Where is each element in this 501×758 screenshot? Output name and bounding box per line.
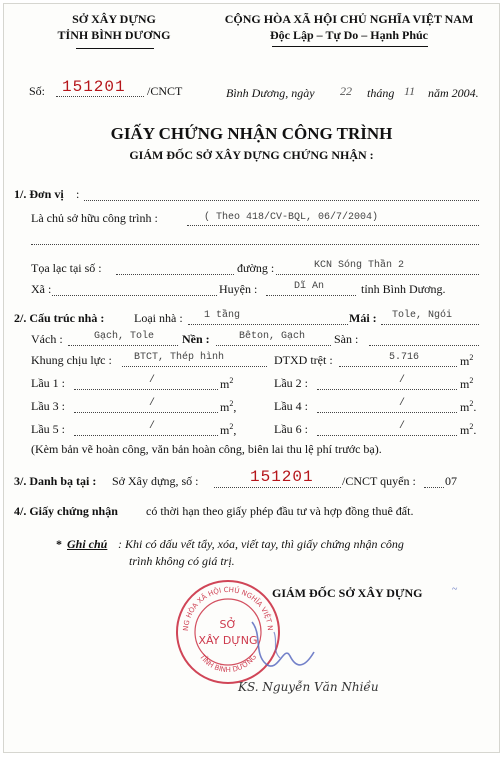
floor-2-label: Lầu 2 :	[274, 376, 308, 390]
owner-dotline-2	[31, 244, 479, 245]
registry-number: 151201	[250, 468, 314, 486]
wall-label: Vách :	[31, 332, 63, 346]
floor-1-value: /	[149, 375, 156, 386]
floor-6-label: Lầu 6 :	[274, 422, 308, 436]
area-unit-text: m	[460, 354, 470, 368]
unit-dotline	[84, 200, 479, 201]
document-subtitle: GIÁM ĐỐC SỞ XÂY DỰNG CHỨNG NHẬN :	[129, 148, 374, 162]
stamp-ring-text: NG HÒA XÃ HỘI CHỦ NGHĨA VIỆT N	[181, 585, 275, 632]
floor-6-unit: $m^2$.	[460, 422, 477, 437]
area-unit-sup: 2	[469, 353, 474, 362]
floor-2-unit	[460, 376, 473, 392]
section3-label: 3/. Danh bạ tại :	[14, 474, 97, 488]
province-text: tỉnh Bình Dương.	[361, 282, 446, 296]
floor-4-value: /	[399, 398, 406, 409]
floor-2-value: /	[399, 375, 406, 386]
owner-dotline	[187, 225, 479, 226]
floor-5-dotline	[74, 435, 218, 436]
deck-dotline	[369, 345, 479, 346]
serial-number: 151201	[62, 78, 126, 96]
floor-label: Nền :	[182, 332, 210, 346]
director-mark: ~	[452, 584, 458, 595]
note-star: *	[56, 537, 62, 551]
date-year: năm 2004.	[428, 86, 479, 100]
floor-4-label: Lầu 4 :	[274, 399, 308, 413]
floor-3-dotline	[74, 412, 218, 413]
stamp-center-line2: XÂY DỰNG	[198, 634, 258, 647]
house-type-dotline	[188, 324, 348, 325]
floor-3-label: Lầu 3 :	[31, 399, 65, 413]
street-label: đường :	[237, 261, 275, 275]
unit-text: m	[220, 377, 230, 391]
house-type-value: 1 tầng	[204, 310, 241, 321]
agency-province: TỈNH BÌNH DƯƠNG	[57, 28, 171, 42]
frame-label: Khung chịu lực :	[31, 353, 112, 367]
volume-dotline	[424, 487, 444, 488]
floor-6-dotline	[317, 435, 457, 436]
section4-text: có thời hạn theo giấy phép đầu tư và hợp đồng thuê đất.	[146, 504, 414, 518]
owner-label: Là chủ sở hữu công trình :	[31, 211, 158, 225]
district-value: Dĩ An	[294, 281, 325, 292]
unit-text: m	[220, 423, 230, 437]
certificate-document	[3, 3, 500, 753]
frame-value: BTCT, Thép hình	[134, 352, 225, 363]
floor-6-value: /	[399, 421, 406, 432]
area-unit	[460, 353, 473, 369]
agency-underline	[76, 48, 154, 49]
section2-label: 2/. Cấu trúc nhà :	[14, 311, 105, 325]
stamp-center-line1: SỞ	[219, 618, 237, 631]
area-value: 5.716	[389, 352, 420, 363]
registry-dotline	[214, 487, 341, 488]
section1-colon: :	[76, 187, 80, 201]
wall-value: Gạch, Tole	[94, 331, 155, 342]
number-suffix: /CNCT	[147, 84, 183, 98]
commune-dotline	[52, 295, 217, 296]
floor-1-label: Lầu 1 :	[31, 376, 65, 390]
floor-5-unit: $m^2$,	[220, 422, 237, 437]
unit-text: m	[460, 400, 470, 414]
signer-name: KS. Nguyễn Văn Nhiều	[238, 680, 379, 694]
note-label: Ghi chú	[67, 537, 108, 551]
district-dotline	[266, 295, 356, 296]
unit-sup: 2	[229, 376, 234, 385]
national-motto: Độc Lập – Tự Do – Hạnh Phúc	[269, 28, 428, 42]
stamp-bottom-text: TỈNH BÌNH DƯƠNG	[197, 653, 259, 675]
roof-dotline	[381, 324, 479, 325]
floor-dotline	[216, 345, 331, 346]
unit-sup: 2	[469, 422, 474, 431]
deck-label: Sàn :	[334, 332, 359, 346]
owner-value: ( Theo 418/CV-BQL, 06/7/2004)	[204, 212, 379, 223]
roof-label: Mái :	[349, 311, 377, 325]
date-month-label: tháng	[367, 86, 395, 100]
attachment-note: (Kèm bản vẽ hoàn công, văn bản hoàn công, biên lai thu lệ phí trước bạ).	[31, 442, 382, 456]
floor-4-dotline	[317, 412, 457, 413]
registry-suffix: /CNCT quyển :	[342, 474, 416, 488]
floor-1-unit	[220, 376, 233, 392]
unit-sup: 2	[229, 422, 234, 431]
volume-number: 07	[445, 474, 457, 488]
agency-name: SỞ XÂY DỰNG	[72, 12, 156, 26]
floor-1-dotline	[74, 389, 218, 390]
floor-3-value: /	[149, 398, 156, 409]
unit-sup: 2	[469, 376, 474, 385]
address-label: Tọa lạc tại số :	[31, 261, 102, 275]
house-type-label: Loại nhà :	[134, 311, 183, 325]
unit-text: m	[220, 400, 230, 414]
date-day: 22	[340, 84, 352, 98]
document-title: GIẤY CHỨNG NHẬN CÔNG TRÌNH	[110, 124, 393, 143]
note-line1: : Khi có dấu vết tẩy, xóa, viết tay, thì giấy chứng nhận công	[118, 537, 404, 551]
director-title: GIÁM ĐỐC SỞ XÂY DỰNG	[272, 586, 423, 600]
area-label: DTXD trệt :	[274, 353, 333, 367]
commune-label: Xã :	[31, 282, 52, 296]
date-place: Bình Dương, ngày	[226, 86, 315, 100]
floor-value: Bêton, Gạch	[239, 331, 306, 342]
date-month: 11	[404, 84, 416, 98]
street-value: KCN Sóng Thần 2	[314, 260, 405, 271]
motto-underline	[272, 46, 428, 47]
district-label: Huyện :	[219, 282, 258, 296]
frame-dotline	[122, 366, 267, 367]
section4-label: 4/. Giấy chứng nhận	[14, 504, 118, 518]
registry-text: Sở Xây dựng, số :	[112, 474, 199, 488]
wall-dotline	[68, 345, 178, 346]
floor-5-value: /	[149, 421, 156, 432]
roof-value: Tole, Ngói	[392, 310, 453, 321]
national-title: CỘNG HÒA XÃ HỘI CHỦ NGHĨA VIỆT NAM	[224, 12, 474, 26]
floor-4-unit: $m^2$.	[460, 399, 477, 414]
address-dotline	[116, 274, 234, 275]
unit-text: m	[460, 423, 470, 437]
unit-text: m	[460, 377, 470, 391]
unit-sup: 2	[469, 399, 474, 408]
floor-5-label: Lầu 5 :	[31, 422, 65, 436]
serial-dotline	[56, 96, 144, 97]
number-label: Số:	[29, 84, 46, 98]
street-dotline	[276, 274, 479, 275]
floor-2-dotline	[317, 389, 457, 390]
note-line2: trình không có giá trị.	[129, 554, 235, 568]
unit-sup: 2	[229, 399, 234, 408]
section1-label: 1/. Đơn vị	[14, 187, 64, 201]
area-dotline	[339, 366, 457, 367]
floor-3-unit: $m^2$,	[220, 399, 237, 414]
handwritten-signature	[244, 614, 334, 674]
